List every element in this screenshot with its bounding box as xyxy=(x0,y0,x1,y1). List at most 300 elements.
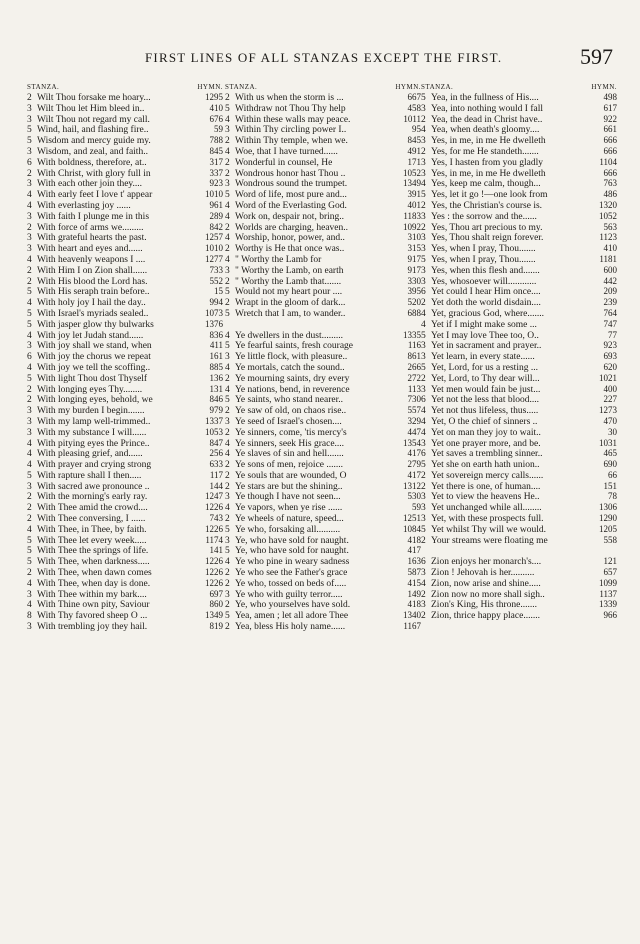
stanza-header: STANZA. xyxy=(421,83,454,91)
stanza-number: 3 xyxy=(421,568,426,579)
index-entry xyxy=(421,567,617,578)
hymn-number: 136 xyxy=(209,372,223,383)
first-line: With holy joy I hail the day.. xyxy=(37,298,146,309)
hymn-number: 465 xyxy=(603,448,617,459)
hymn-number: 1349 xyxy=(205,610,223,621)
first-line: Your streams were floating me xyxy=(431,535,548,546)
stanza-number: 2 xyxy=(421,470,426,481)
stanza-number: 2 xyxy=(225,578,230,589)
first-line: Wisdom, and zeal, and faith.. xyxy=(37,146,148,157)
stanza-number: 2 xyxy=(27,168,32,179)
stanza-number: 2 xyxy=(225,514,230,525)
first-line: With us when the storm is ... xyxy=(235,93,344,103)
hymn-number: 733 xyxy=(209,264,223,275)
index-entry xyxy=(225,265,421,276)
stanza-number: 2 xyxy=(27,568,32,579)
index-entry xyxy=(421,394,617,405)
index-entry xyxy=(421,481,617,492)
hymn-number: 1247 xyxy=(205,491,223,502)
stanza-number: 3 xyxy=(27,589,32,600)
hymn-number: 620 xyxy=(603,361,617,372)
page-header xyxy=(0,44,640,74)
hymn-number: 1092 xyxy=(403,221,421,232)
first-line: With force of arms we......... xyxy=(37,222,144,233)
index-entry xyxy=(421,610,617,621)
hymn-number: 1205 xyxy=(599,523,617,534)
first-line: With rapture shall I then..... xyxy=(37,470,142,481)
stanza-number: 3 xyxy=(27,233,32,244)
first-line: Yet, Lord, for us a resting ... xyxy=(431,362,538,373)
first-line: With Christ, with glory full in xyxy=(37,168,151,179)
stanza-number: 3 xyxy=(421,136,426,147)
index-entry xyxy=(225,481,421,492)
hymn-number: 66 xyxy=(608,469,617,480)
index-entry xyxy=(225,513,421,524)
first-line: Woe, that I have turned...... xyxy=(235,146,338,157)
first-line: Yes, for me He standeth....... xyxy=(431,146,539,157)
first-line: Ye who, tossed on beds of..... xyxy=(235,578,347,589)
hymn-number: 447 xyxy=(407,426,421,437)
index-entry xyxy=(225,92,421,103)
index-entry xyxy=(225,222,421,233)
index-entry xyxy=(421,200,617,211)
stanza-number: 5 xyxy=(225,190,230,201)
stanza-number: 4 xyxy=(421,427,426,438)
stanza-number: 4 xyxy=(225,362,230,373)
stanza-number: 2 xyxy=(225,244,230,255)
stanza-number: 2 xyxy=(225,276,230,287)
stanza-number: 4 xyxy=(225,330,230,341)
stanza-number: 3 xyxy=(225,125,230,136)
stanza-number: 3 xyxy=(225,265,230,276)
index-entry xyxy=(421,351,617,362)
stanza-number: 5 xyxy=(421,460,426,471)
hymn-number: 917 xyxy=(407,253,421,264)
stanza-number: 4 xyxy=(225,254,230,265)
stanza-number: 2 xyxy=(225,481,230,492)
index-entry xyxy=(225,405,421,416)
hymn-number: 1010 xyxy=(205,243,223,254)
first-line: Yet to view the heavens He.. xyxy=(431,492,540,503)
hymn-number: 411 xyxy=(209,340,223,351)
hymn-number: 1337 xyxy=(205,415,223,426)
hymn-number: 693 xyxy=(603,351,617,362)
index-entry xyxy=(27,265,223,276)
hymn-number: 163 xyxy=(407,556,421,567)
stanza-number: 2 xyxy=(225,460,230,471)
first-line: With heart and eyes and...... xyxy=(37,244,143,255)
index-entry xyxy=(27,578,223,589)
index-entry xyxy=(27,481,223,492)
hymn-number: 1031 xyxy=(599,437,617,448)
hymn-number: 552 xyxy=(209,275,223,286)
hymn-number: 116 xyxy=(407,340,421,351)
stanza-number: 2 xyxy=(225,157,230,168)
hymn-number: 256 xyxy=(209,448,223,459)
stanza-number: 3 xyxy=(27,622,32,633)
hymn-number: 417 xyxy=(407,469,421,480)
index-entry xyxy=(421,427,617,438)
first-line: Yea, amen ; let all adore Thee xyxy=(235,611,349,622)
first-line: Yea, when death's gloomy.... xyxy=(431,125,540,136)
index-entry xyxy=(421,286,617,297)
hymn-number: 315 xyxy=(407,243,421,254)
index-entry xyxy=(27,157,223,168)
hymn-number: 661 xyxy=(603,124,617,135)
first-line: With early feet I love t' appear xyxy=(37,190,153,201)
stanza-number: 3 xyxy=(27,114,32,125)
stanza-number: 2 xyxy=(27,276,32,287)
stanza-number: 3 xyxy=(421,438,426,449)
first-line: Ye seed of Israel's chosen.... xyxy=(235,416,342,427)
first-line: Wind, hail, and flashing fire.. xyxy=(37,125,149,136)
stanza-number: 5 xyxy=(27,136,32,147)
stanza-number: 2 xyxy=(225,622,230,633)
hymn-number: 730 xyxy=(407,394,421,405)
index-entry xyxy=(225,114,421,125)
hymn-number: 310 xyxy=(407,232,421,243)
index-entry xyxy=(421,578,617,589)
hymn-number: 836 xyxy=(209,329,223,340)
stanza-number: 3 xyxy=(225,535,230,546)
stanza-number: 5 xyxy=(27,125,32,136)
first-line: With boldness, therefore, at.. xyxy=(37,157,147,168)
hymn-number: 1073 xyxy=(205,307,223,318)
stanza-number: 4 xyxy=(225,146,230,157)
index-entry xyxy=(421,589,617,600)
index-entry xyxy=(27,621,223,632)
index-entry xyxy=(225,384,421,395)
stanza-number: 5 xyxy=(27,287,32,298)
first-line: Ye saw of old, on chaos rise.. xyxy=(235,406,347,417)
hymn-number: 113 xyxy=(407,383,421,394)
index-entry xyxy=(225,243,421,254)
stanza-number: 2 xyxy=(225,470,230,481)
index-entry xyxy=(421,599,617,610)
index-entry xyxy=(225,340,421,351)
first-line: With each other join they.... xyxy=(37,179,143,190)
hymn-header: HYMN. xyxy=(591,83,617,91)
index-entry xyxy=(225,438,421,449)
index-entry xyxy=(27,470,223,481)
first-line: Yet learn, in every state...... xyxy=(431,352,535,363)
first-line: Word of the Everlasting God. xyxy=(235,200,347,211)
first-line: " Worthy the Lamb that....... xyxy=(235,276,342,287)
first-line: With faith I plunge me in this xyxy=(37,211,150,222)
first-line: Wrapt in the gloom of dark... xyxy=(235,298,346,309)
stanza-number: 4 xyxy=(27,362,32,373)
stanza-number: 3 xyxy=(421,503,426,514)
first-line: Yet doth the world disdain.... xyxy=(431,298,541,309)
stanza-number: 4 xyxy=(27,460,32,471)
index-entry xyxy=(225,297,421,308)
hymn-number: 1021 xyxy=(599,372,617,383)
stanza-number: 4 xyxy=(27,600,32,611)
stanza-number: 2 xyxy=(421,611,426,622)
index-entry xyxy=(421,146,617,157)
index-entry xyxy=(27,330,223,341)
hymn-number: 842 xyxy=(209,221,223,232)
index-entry xyxy=(421,92,617,103)
index-entry xyxy=(27,545,223,556)
index-entry xyxy=(421,297,617,308)
hymn-number: 666 xyxy=(603,135,617,146)
hymn-number: 961 xyxy=(209,199,223,210)
first-line: Yes, Thou art precious to my. xyxy=(431,222,543,233)
index-entry xyxy=(421,135,617,146)
hymn-number: 633 xyxy=(209,459,223,470)
first-line: Yet whilst Thy will we would. xyxy=(431,524,546,535)
hymn-number: 846 xyxy=(209,394,223,405)
hymn-number: 171 xyxy=(407,156,421,167)
stanza-number: 5 xyxy=(225,395,230,406)
first-line: Yes, keep me calm, though... xyxy=(431,179,541,190)
first-line: With Thee within my bark.... xyxy=(37,589,147,600)
stanza-number: 5 xyxy=(27,308,32,319)
hymn-number: 1277 xyxy=(205,253,223,264)
stanza-number: 2 xyxy=(27,222,32,233)
first-line: With the morning's early ray. xyxy=(37,492,148,503)
index-entry xyxy=(27,394,223,405)
index-entry xyxy=(225,276,421,287)
index-entry xyxy=(27,189,223,200)
stanza-number: 2 xyxy=(27,514,32,525)
hymn-number: 131 xyxy=(209,383,223,394)
first-line: Worlds are charging, heaven.. xyxy=(235,222,349,233)
stanza-number: 3 xyxy=(421,492,426,503)
hymn-number: 30 xyxy=(608,426,617,437)
index-entry xyxy=(421,491,617,502)
hymn-number: 59 xyxy=(412,502,421,513)
stanza-number: 6 xyxy=(421,449,426,460)
first-line: Ye, who have sold for naught. xyxy=(235,535,349,546)
hymn-number: 1011 xyxy=(403,113,421,124)
index-entry xyxy=(27,286,223,297)
first-line: Yes, whosoever will............ xyxy=(431,276,537,287)
hymn-number: 1354 xyxy=(403,437,421,448)
hymn-number: 1010 xyxy=(205,189,223,200)
stanza-number: 4 xyxy=(27,190,32,201)
stanza-number: 2 xyxy=(27,395,32,406)
index-entry xyxy=(225,254,421,265)
first-line: With light Thou dost Thyself xyxy=(37,373,148,384)
hymn-number: 329 xyxy=(407,415,421,426)
index-entry xyxy=(225,330,421,341)
first-line: Yet on man they joy to wait.. xyxy=(431,427,541,438)
index-entry xyxy=(27,114,223,125)
hymn-number: 1053 xyxy=(205,426,223,437)
index-entry xyxy=(421,340,617,351)
first-line: With my burden I begin....... xyxy=(37,406,145,417)
first-line: Withdraw not Thou Thy help xyxy=(235,103,346,114)
first-line: Yet, Lord, to Thy dear will... xyxy=(431,373,540,384)
stanza-number: 2 xyxy=(27,384,32,395)
index-entry xyxy=(225,394,421,405)
index-entry xyxy=(421,265,617,276)
index-column-2 xyxy=(225,82,421,632)
index-entry xyxy=(225,200,421,211)
hymn-number: 415 xyxy=(407,577,421,588)
hymn-number: 520 xyxy=(407,297,421,308)
index-column-1 xyxy=(27,82,223,632)
first-line: Word of life, most pure and... xyxy=(235,190,347,201)
index-entry xyxy=(27,124,223,135)
stanza-number: 5 xyxy=(421,362,426,373)
index-column-3 xyxy=(421,82,617,621)
stanza-number: 3 xyxy=(225,416,230,427)
index-entry xyxy=(225,308,421,319)
index-entry xyxy=(421,502,617,513)
first-line: Yes, let it go !—one look from xyxy=(431,190,548,201)
index-entry xyxy=(421,459,617,470)
first-line: With Thee, when day is done. xyxy=(37,578,151,589)
stanza-number: 5 xyxy=(421,524,426,535)
first-line: With His blood the Lord has. xyxy=(37,276,148,287)
stanza-number: 5 xyxy=(225,308,230,319)
first-line: Wondrous honor hast Thou .. xyxy=(235,168,346,179)
index-entry xyxy=(421,438,617,449)
first-line: " Worthy the Lamb, on earth xyxy=(235,265,344,276)
first-line: Yes, in me, in me He dwelleth xyxy=(431,136,546,147)
first-line: With my substance I will...... xyxy=(37,427,147,438)
stanza-number: 2 xyxy=(225,93,230,103)
hymn-number: 994 xyxy=(209,297,223,308)
first-line: With heavenly weapons I .... xyxy=(37,254,146,265)
index-entry xyxy=(225,124,421,135)
hymn-number: 923 xyxy=(603,340,617,351)
stanza-header: STANZA. xyxy=(27,83,60,91)
stanza-number: 4 xyxy=(421,319,426,330)
index-entry xyxy=(225,621,421,632)
column-header xyxy=(27,82,223,92)
stanza-number: 3 xyxy=(421,211,426,222)
index-entry xyxy=(27,416,223,427)
hymn-number: 1183 xyxy=(403,210,421,221)
index-entry xyxy=(421,308,617,319)
hymn-number: 279 xyxy=(407,459,421,470)
index-entry xyxy=(421,124,617,135)
hymn-number: 1226 xyxy=(205,577,223,588)
first-line: Wilt Thou forsake me hoary... xyxy=(37,93,151,103)
first-line: With Him I on Zion shall...... xyxy=(37,265,148,276)
index-entry xyxy=(27,254,223,265)
stanza-number: 5 xyxy=(225,546,230,557)
stanza-number: 3 xyxy=(421,233,426,244)
hymn-number: 395 xyxy=(407,286,421,297)
hymn-number: 59 xyxy=(214,124,223,135)
stanza-number: 2 xyxy=(421,200,426,211)
stanza-number: 4 xyxy=(421,416,426,427)
hymn-number: 1226 xyxy=(205,567,223,578)
index-entry xyxy=(421,330,617,341)
page-title: FIRST LINES OF ALL STANZAS EXCEPT THE FIRST. xyxy=(145,50,503,65)
stanza-number: 4 xyxy=(225,114,230,125)
hymn-number: 667 xyxy=(407,92,421,102)
stanza-number: 2 xyxy=(27,265,32,276)
stanza-number: 2 xyxy=(421,481,426,492)
index-entry xyxy=(225,470,421,481)
index-entry xyxy=(225,103,421,114)
stanza-number: 2 xyxy=(421,373,426,384)
index-entry xyxy=(225,567,421,578)
stanza-number: 4 xyxy=(225,449,230,460)
stanza-number: 3 xyxy=(421,514,426,525)
stanza-number: 3 xyxy=(225,589,230,600)
index-entry xyxy=(421,189,617,200)
stanza-number: 2 xyxy=(27,93,32,103)
stanza-number: 3 xyxy=(27,211,32,222)
stanza-number: 3 xyxy=(421,352,426,363)
first-line: Ye mourning saints, dry every xyxy=(235,373,350,384)
hymn-number: 209 xyxy=(603,286,617,297)
first-line: Ye little flock, with pleasure.. xyxy=(235,352,348,363)
stanza-number: 3 xyxy=(225,492,230,503)
stanza-number: 5 xyxy=(225,611,230,622)
hymn-number: 1295 xyxy=(205,92,223,102)
hymn-number: 530 xyxy=(407,491,421,502)
hymn-number: 1104 xyxy=(599,156,617,167)
section-gap xyxy=(421,545,617,556)
first-line: Wonderful in counsel, He xyxy=(235,157,333,168)
first-line: With Israel's myriads sealed.. xyxy=(37,308,149,319)
first-line: Yet not thus lifeless, thus..... xyxy=(431,406,539,417)
hymn-number: 151 xyxy=(603,480,617,491)
first-line: Ye, who have sold for naught. xyxy=(235,546,349,557)
hymn-number: 149 xyxy=(407,588,421,599)
hymn-number: 289 xyxy=(209,210,223,221)
first-line: Yet unchanged while all........ xyxy=(431,503,542,514)
stanza-number: 4 xyxy=(225,438,230,449)
stanza-number: 3 xyxy=(27,406,32,417)
stanza-number: 4 xyxy=(225,503,230,514)
hymn-header: HYMN. xyxy=(197,83,223,91)
first-line: Ye mortals, catch the sound.. xyxy=(235,362,345,373)
stanza-number: 2 xyxy=(421,589,426,600)
index-entry xyxy=(225,589,421,600)
stanza-number: 6 xyxy=(421,287,426,298)
first-line: Work on, despair not, bring.. xyxy=(235,211,344,222)
first-line: Wondrous sound the trumpet. xyxy=(235,179,348,190)
first-line: Yet could I hear Him once.... xyxy=(431,287,541,298)
stanza-number: 4 xyxy=(225,384,230,395)
hymn-number: 1273 xyxy=(599,405,617,416)
index-entry xyxy=(421,416,617,427)
stanza-number: 2 xyxy=(225,298,230,309)
first-line: Would not my heart pour .... xyxy=(235,287,343,298)
index-entry xyxy=(27,200,223,211)
first-line: Ye who with guilty terror..... xyxy=(235,589,343,600)
hymn-number: 330 xyxy=(407,275,421,286)
stanza-number: 2 xyxy=(225,136,230,147)
first-line: With pleasing grief, and...... xyxy=(37,449,143,460)
hymn-number: 657 xyxy=(603,567,617,578)
first-line: Wilt Thou not regard my call. xyxy=(37,114,150,125)
stanza-number: 3 xyxy=(27,179,32,190)
stanza-number: 3 xyxy=(421,341,426,352)
stanza-number: 3 xyxy=(421,600,426,611)
first-line: With His seraph train before.. xyxy=(37,287,150,298)
first-line: Yes, the Christian's course is. xyxy=(431,200,543,211)
stanza-number: 4 xyxy=(421,406,426,417)
first-line: Yet, with these prospects full. xyxy=(431,514,544,525)
index-entry xyxy=(27,373,223,384)
stanza-number: 5 xyxy=(421,254,426,265)
index-entry xyxy=(421,254,617,265)
hymn-number: 743 xyxy=(209,513,223,524)
hymn-number: 458 xyxy=(407,102,421,113)
index-entry xyxy=(27,103,223,114)
stanza-number: 4 xyxy=(421,578,426,589)
